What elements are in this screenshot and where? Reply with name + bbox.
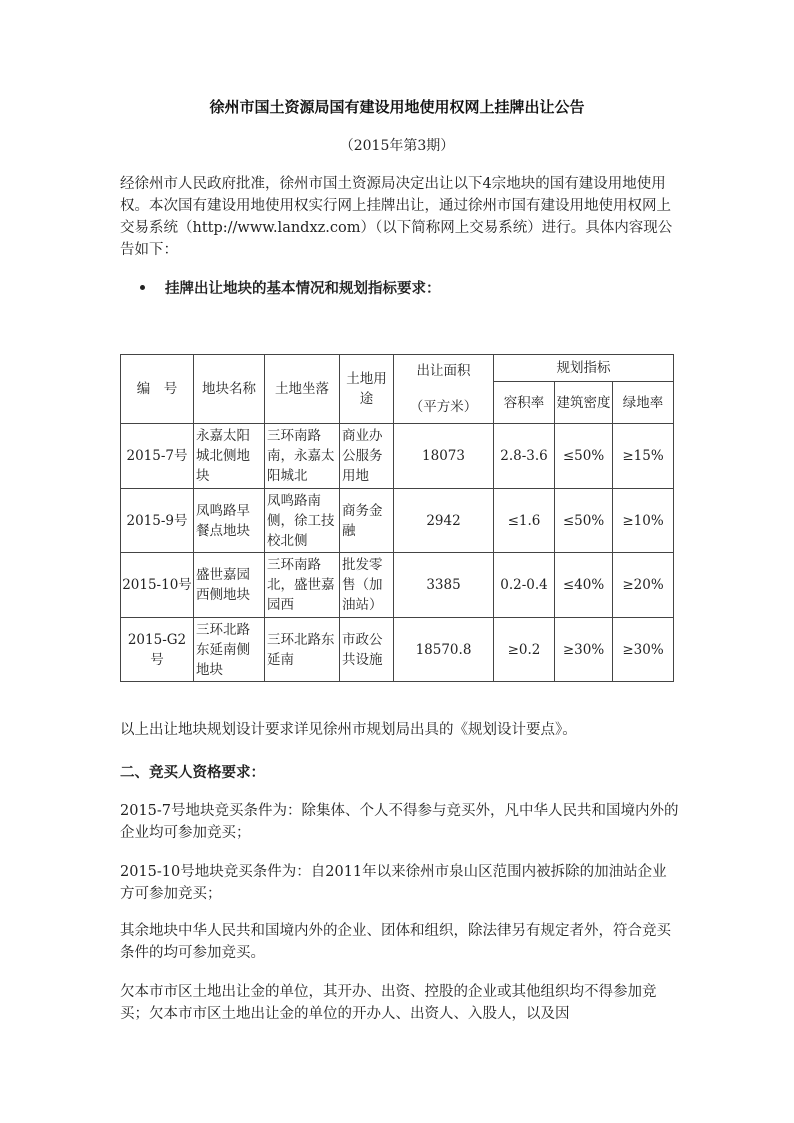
header-location: 土地坐落: [265, 355, 340, 424]
cell-use: 市政公共设施: [340, 618, 394, 682]
cell-id: 2015-G2号: [121, 618, 194, 682]
cell-name: 永嘉太阳城北侧地块: [194, 424, 265, 489]
header-green: 绿地率: [613, 382, 674, 424]
header-density: 建筑密度: [555, 382, 613, 424]
cell-id: 2015-7号: [121, 424, 194, 489]
header-area: [394, 355, 494, 424]
header-far: 容积率: [494, 382, 555, 424]
cell-use: 商业办公服务用地: [340, 424, 394, 489]
cell-density: ≤50%: [555, 489, 613, 553]
qualification-paragraph-c: 其余地块中华人民共和国境内外的企业、团体和组织，除法律另有规定者外，符合竞买条件的均可参加竞买。: [120, 923, 671, 961]
issue-number: （2015年第3期）: [339, 138, 455, 154]
document-title: 徐州市国土资源局国有建设用地使用权网上挂牌出让公告: [209, 98, 585, 116]
cell-name: 三环北路东延南侧地块: [194, 618, 265, 682]
header-name: 地块名称: [194, 355, 265, 424]
header-use: 土地用途: [340, 355, 394, 424]
table-row: [121, 489, 674, 553]
header-area-label: 出让面积: [416, 363, 471, 379]
cell-green: ≥30%: [613, 618, 674, 682]
table-header-row: [121, 355, 674, 382]
cell-location: 凤鸣路南侧，徐工技校北侧: [265, 489, 340, 553]
header-area-unit: （平方米）: [409, 399, 478, 415]
qualification-paragraph-a: 2015-7号地块竞买条件为：除集体、个人不得参与竞买外，凡中华人民共和国境内外的企业均可参加竞买；: [120, 803, 679, 841]
qualification-paragraph-d: 欠本市市区土地出让金的单位，其开办、出资、控股的企业或其他组织均不得参加竞买；欠本市市区土地出让金的单位的开办人、出资人、入股人，以及因: [120, 984, 657, 1022]
header-id: 编 号: [121, 355, 194, 424]
section1-heading-text: 挂牌出让地块的基本情况和规划指标要求：: [165, 281, 441, 297]
cell-area: 18570.8: [394, 618, 494, 682]
cell-far: ≤1.6: [494, 489, 555, 553]
cell-green: ≥10%: [613, 489, 674, 553]
cell-far: 0.2-0.4: [494, 553, 555, 618]
cell-density: ≥30%: [555, 618, 613, 682]
cell-area: 3385: [394, 553, 494, 618]
table-row: [121, 553, 674, 618]
cell-green: ≥20%: [613, 553, 674, 618]
cell-id: 2015-10号: [121, 553, 194, 618]
header-planning: 规划指标: [494, 355, 674, 382]
cell-name: 凤鸣路早餐点地块: [194, 489, 265, 553]
cell-location: 三环南路北，盛世嘉园西: [265, 553, 340, 618]
cell-far: ≥0.2: [494, 618, 555, 682]
cell-name: 盛世嘉园西侧地块: [194, 553, 265, 618]
cell-area: 2942: [394, 489, 494, 553]
cell-location: 三环北路东延南: [265, 618, 340, 682]
cell-location: 三环南路南，永嘉太阳城北: [265, 424, 340, 489]
bullet-icon: [140, 285, 145, 290]
qualification-paragraph-b: 2015-10号地块竞买条件为：自2011年以来徐州市泉山区范围内被拆除的加油站企业方可参加竞买；: [120, 864, 667, 902]
cell-far: 2.8-3.6: [494, 424, 555, 489]
cell-density: ≤50%: [555, 424, 613, 489]
section1-heading: [140, 277, 441, 298]
section2-heading: 二、竞买人资格要求：: [120, 765, 265, 781]
table-row: [121, 424, 674, 489]
intro-paragraph: 经徐州市人民政府批准，徐州市国土资源局决定出让以下4宗地块的国有建设用地使用权。本次国有建设用地使用权实行网上挂牌出让，通过徐州市国有建设用地使用权网上交易系统（http://www.landxz.com）（以下简称网上交易系统）进行。具体内容现公告如下：: [120, 176, 673, 258]
plots-table: [120, 354, 674, 682]
table-note: 以上出让地块规划设计要求详见徐州市规划局出具的《规划设计要点》。: [120, 722, 577, 738]
cell-green: ≥15%: [613, 424, 674, 489]
cell-use: 商务金融: [340, 489, 394, 553]
cell-density: ≤40%: [555, 553, 613, 618]
cell-id: 2015-9号: [121, 489, 194, 553]
table-row: [121, 618, 674, 682]
cell-use: 批发零售（加油站）: [340, 553, 394, 618]
cell-area: 18073: [394, 424, 494, 489]
